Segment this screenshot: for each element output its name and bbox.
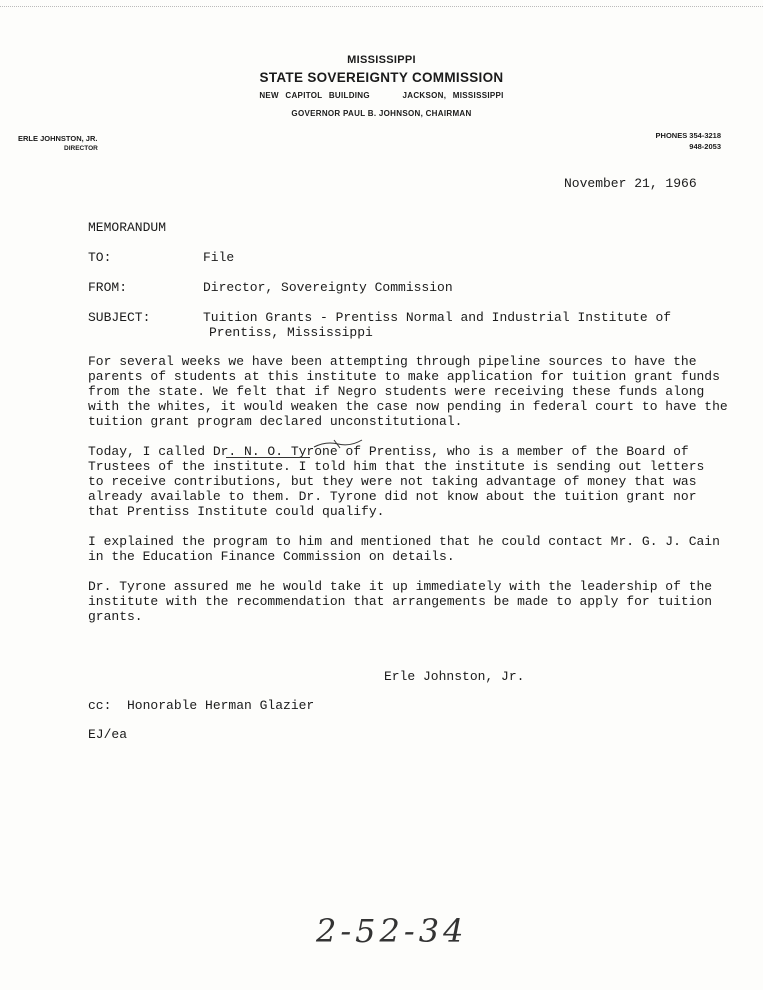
paragraph-2: Today, I called Dr. N. O. Tyrone of Prentiss, who is a member of the Board of Trustees of the institute. I told him that the institute is sending out letters to receive contributions, but they were not taking advantage of money that was already available to them. Dr. Tyrone did not know about the tuition grant nor that Prentiss Institute could qualify. <box>88 444 705 519</box>
memo-date: November 21, 1966 <box>564 176 697 191</box>
memo-heading: MEMORANDUM <box>88 220 167 235</box>
phones-2: 948-2053 <box>689 142 721 151</box>
from-value: Director, Sovereignty Commission <box>203 280 453 295</box>
subject-line-2: Prentiss, Mississippi <box>209 325 373 340</box>
director-name: ERLE JOHNSTON, JR. <box>18 134 98 143</box>
letterhead-state: MISSISSIPPI <box>347 54 416 66</box>
typist-initials: EJ/ea <box>88 727 128 742</box>
signature: Erle Johnston, Jr. <box>384 669 525 684</box>
paragraph-3: I explained the program to him and mentioned that he could contact Mr. G. J. Cain in the Education Finance Commission on details. <box>88 534 720 564</box>
to-label: TO: <box>88 250 112 265</box>
cc-line: cc: Honorable Herman Glazier <box>88 698 315 713</box>
address-city: JACKSON, MISSISSIPPI <box>402 91 504 100</box>
address-building: NEW CAPITOL BUILDING <box>259 91 370 100</box>
letterhead-address <box>0 91 763 100</box>
letterhead-governor: GOVERNOR PAUL B. JOHNSON, CHAIRMAN <box>291 109 472 118</box>
subject-line-1: Tuition Grants - Prentiss Normal and Industrial Institute of <box>203 310 672 325</box>
paragraph-1: For several weeks we have been attempting through pipeline sources to have the parents of students at this institute to make application for tuition grant funds from the state. We felt that if Negro students were receiving these funds along with the whites, it would weaken the case now pending in federal court to have the tuition grant program declared unconstitutional. <box>88 354 728 429</box>
handwritten-mark <box>312 438 364 450</box>
subject-label: SUBJECT: <box>88 310 151 325</box>
paragraph-4: Dr. Tyrone assured me he would take it up immediately with the leadership of the institute with the recommendation that arrangements be made to apply for tuition grants. <box>88 579 713 624</box>
phones-1: PHONES 354-3218 <box>655 131 721 140</box>
letterhead-commission: STATE SOVEREIGNTY COMMISSION <box>259 70 504 85</box>
from-label: FROM: <box>88 280 128 295</box>
top-edge-line <box>0 6 763 8</box>
to-value: File <box>203 250 235 265</box>
director-title: DIRECTOR <box>64 145 98 152</box>
name-underline <box>226 457 310 458</box>
handwritten-file-number: 2-52-34 <box>316 912 468 950</box>
